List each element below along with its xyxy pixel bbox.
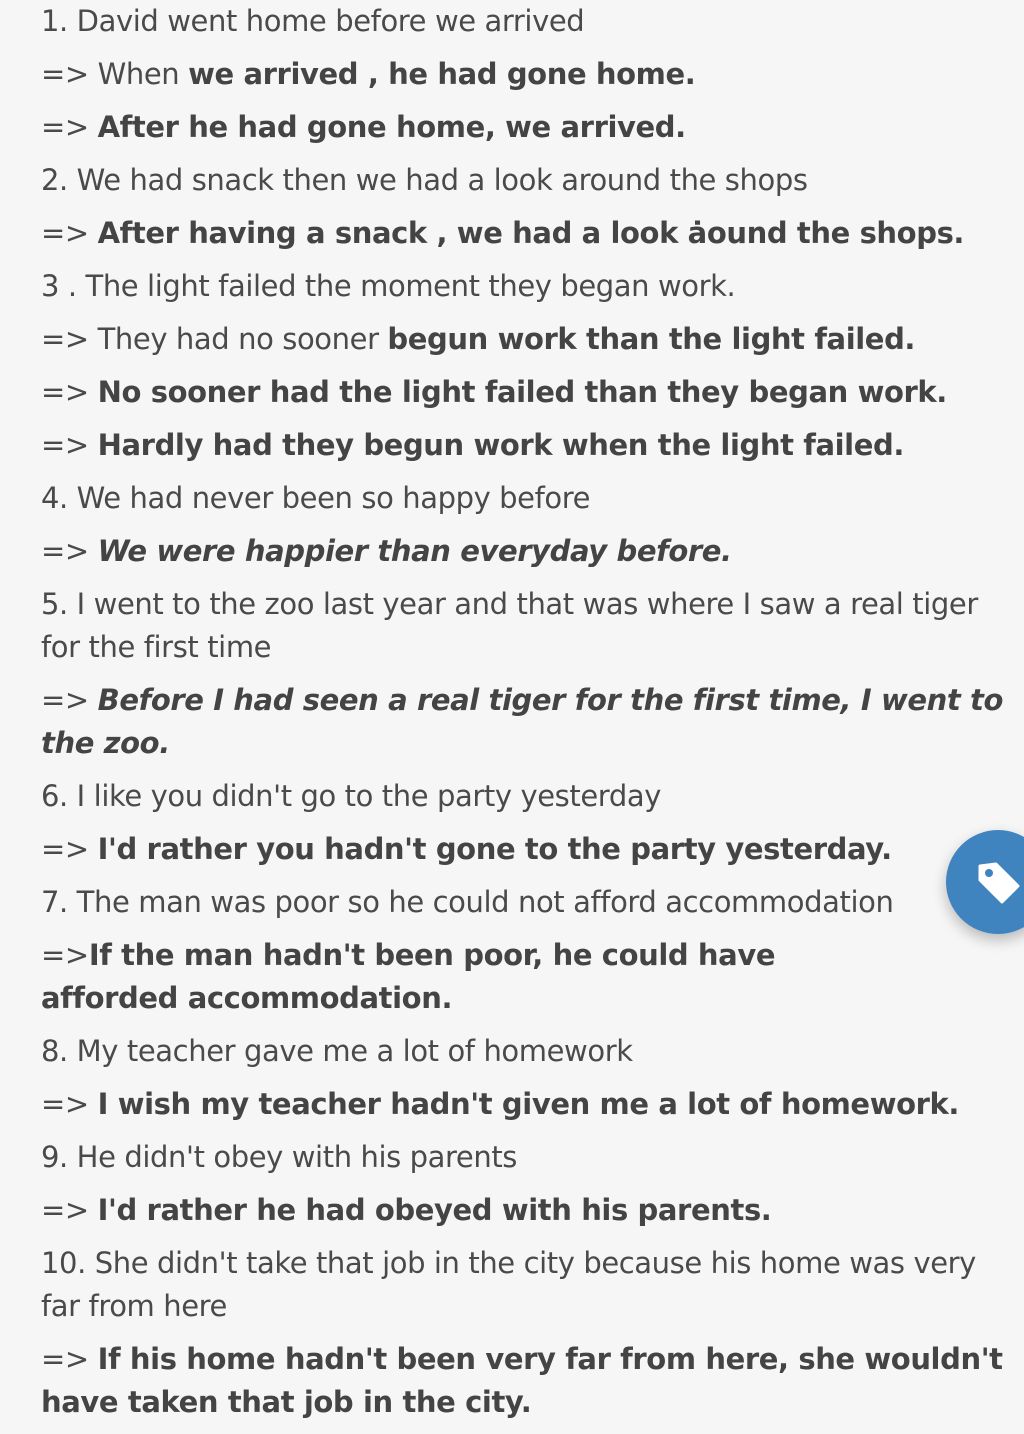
question-4: 4. We had never been so happy before	[41, 481, 591, 515]
answer-8: => I wish my teacher hadn't given me a lot of homework.	[41, 1087, 960, 1121]
answer-9: => I'd rather he had obeyed with his parents.	[41, 1193, 772, 1227]
answer-3b: => No sooner had the light failed than they began work.	[41, 375, 947, 409]
answer-content	[41, 0, 1016, 1434]
question-5: 5. I went to the zoo last year and that was where I saw a real tiger for the first time	[41, 587, 978, 664]
answer-3c: => Hardly had they begun work when the light failed.	[41, 428, 904, 462]
answer-1a: => When we arrived , he had gone home.	[41, 57, 696, 91]
question-3: 3 . The light failed the moment they began work.	[41, 269, 736, 303]
answer-7: =>If the man hadn't been poor, he could have afforded accommodation.	[41, 938, 776, 1015]
answer-4: => We were happier than everyday before.	[41, 534, 732, 568]
answer-2: => After having a snack , we had a look ȧound the shops.	[41, 216, 965, 250]
answer-1b: => After he had gone home, we arrived.	[41, 110, 686, 144]
question-1: 1. David went home before we arrived	[41, 4, 585, 38]
question-8: 8. My teacher gave me a lot of homework	[41, 1034, 633, 1068]
tag-icon	[976, 860, 1022, 906]
question-9: 9. He didn't obey with his parents	[41, 1140, 518, 1174]
question-6: 6. I like you didn't go to the party yesterday	[41, 779, 661, 813]
question-10: 10. She didn't take that job in the city because his home was very far from here	[41, 1246, 976, 1323]
answer-10: => If his home hadn't been very far from here, she wouldn't have taken that job in the city.	[41, 1342, 1003, 1419]
answer-6: => I'd rather you hadn't gone to the party yesterday.	[41, 832, 892, 866]
answer-3a: => They had no sooner begun work than the light failed.	[41, 322, 916, 356]
answer-5: => Before I had seen a real tiger for the first time, I went to the zoo.	[41, 683, 1003, 760]
question-2: 2. We had snack then we had a look around the shops	[41, 163, 808, 197]
question-7: 7. The man was poor so he could not afford accommodation	[41, 885, 894, 919]
